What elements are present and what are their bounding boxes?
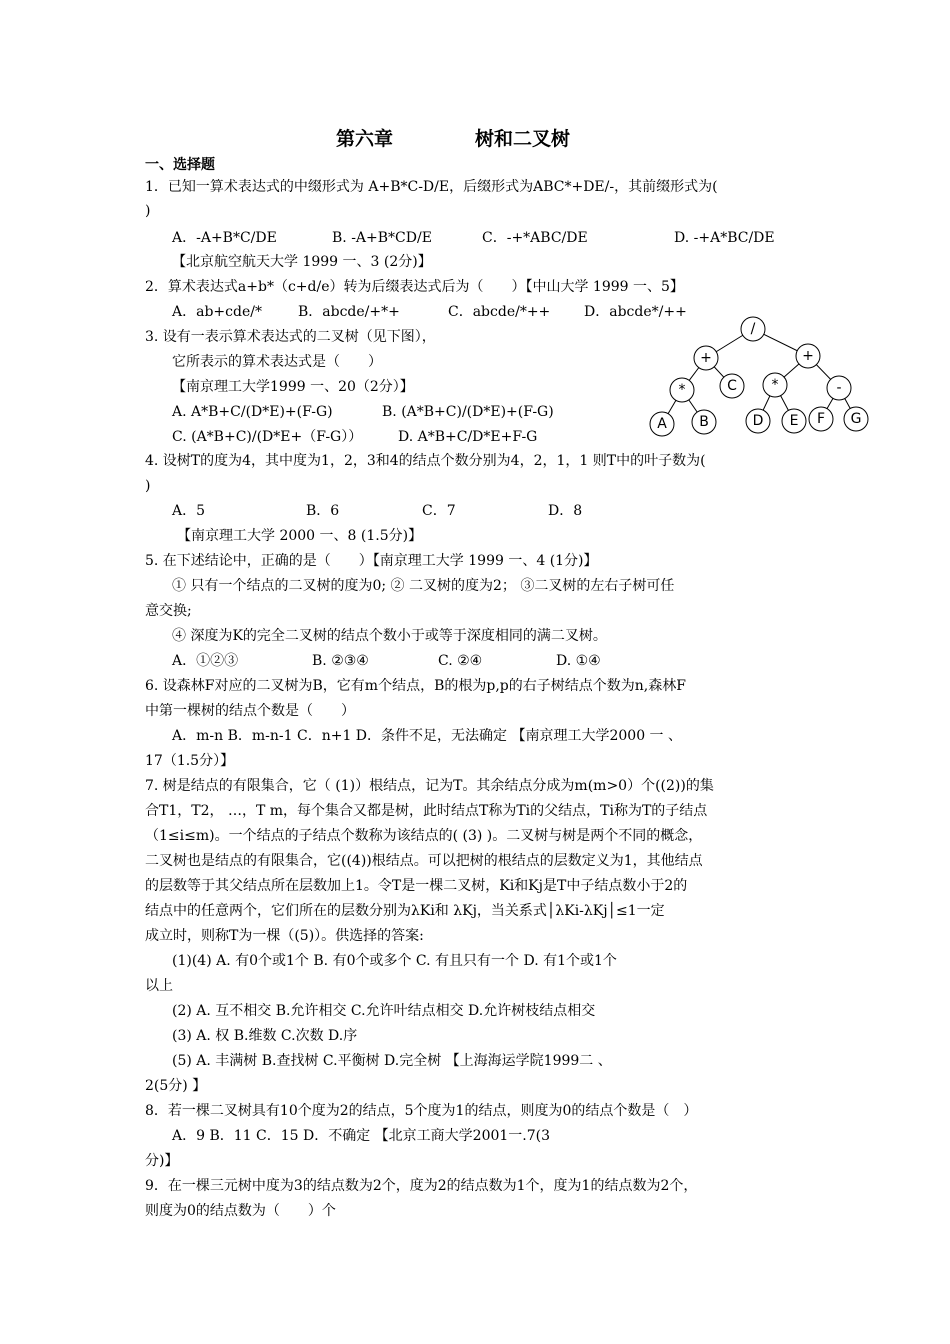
q7-line: 结点中的任意两个，它们所在的层数分别为λKi和 λKj，当关系式│λKi-λKj│≤1一定 xyxy=(145,903,665,919)
q3-source: 【南京理工大学1999 一、20（2分）】 xyxy=(172,379,414,395)
chapter-number: 第六章 xyxy=(335,128,393,150)
q3-options-ab xyxy=(172,403,554,421)
page-title xyxy=(0,124,906,151)
q1-option-b: B. -A+B*CD/E xyxy=(332,230,432,246)
q8-options: A．9 B．11 C．15 D．不确定 【北京工商大学2001一.7(3 xyxy=(172,1128,551,1144)
q3-option-c: C. (A*B+C)/(D*E+（F-G）） xyxy=(172,429,363,445)
q5-statement-1-cont: 意交换; xyxy=(145,603,192,619)
tree-node xyxy=(746,409,770,433)
tree-node xyxy=(720,374,744,398)
q4-stem: 4. 设树T的度为4，其中度为1，2，3和4的结点个数分别为4，2，1，1 则T中的叶子数为( xyxy=(145,453,706,469)
q3-option-d: D. A*B+C/D*E+F-G xyxy=(398,429,538,445)
q1-stem-cont: ) xyxy=(145,203,151,219)
tree-node-label: * xyxy=(771,377,779,393)
q7-answers-3: (3) A. 权 B.维数 C.次数 D.序 xyxy=(172,1028,358,1044)
tree-node xyxy=(782,409,806,433)
tree-node-label: C xyxy=(727,378,737,394)
q5-option-a: A．①②③ xyxy=(172,653,239,669)
q5-option-d: D. ①④ xyxy=(556,653,601,669)
q7-answers-1-4: (1)(4) A. 有0个或1个 B. 有0个或多个 C. 有且只有一个 D. 有1个或1个 xyxy=(172,953,617,969)
q7-answers-1-4-cont: 以上 xyxy=(145,978,173,994)
q2-option-d: D．abcde*/++ xyxy=(584,304,687,320)
q1-option-c: C．-+*ABC/DE xyxy=(482,230,588,246)
q1-option-a: A．-A+B*C/DE xyxy=(172,230,277,246)
q4-source: 【南京理工大学 2000 一、8 (1.5分)】 xyxy=(177,528,423,544)
expression-tree-diagram xyxy=(640,312,870,442)
tree-node xyxy=(692,410,716,434)
q7-line: 7. 树是结点的有限集合，它（ (1)）根结点，记为T。其余结点分成为m(m>0）个((2))的集 xyxy=(145,778,714,794)
q4-option-a: A．5 xyxy=(172,503,206,519)
q4-options xyxy=(172,502,582,520)
tree-node-label: G xyxy=(850,411,862,427)
q1-stem: 1．已知一算术表达式的中缀形式为 A+B*C-D/E，后缀形式为ABC*+DE/-，其前缀形式为( xyxy=(145,179,718,195)
q7-line: 合T1，T2， …，T m，每个集合又都是树，此时结点T称为Ti的父结点，Ti称为T的子结点 xyxy=(145,803,708,819)
q7-answers-5: (5) A. 丰满树 B.查找树 C.平衡树 D.完全树 【上海海运学院1999二 、 xyxy=(172,1053,612,1069)
q6-options: A．m-n B．m-n-1 C．n+1 D．条件不足，无法确定 【南京理工大学2000 一 、 xyxy=(172,728,683,744)
q5-option-c: C. ②④ xyxy=(438,653,483,669)
section-heading: 一、选择题 xyxy=(145,157,215,173)
tree-node-label: + xyxy=(802,348,814,364)
tree-node-label: + xyxy=(700,350,712,366)
tree-node-label: - xyxy=(836,380,842,396)
q2-stem: 2．算术表达式a+b*（c+d/e）转为后缀表达式后为（ ）【中山大学 1999 一、5】 xyxy=(145,279,684,295)
q1-source: 【北京航空航天大学 1999 一、3 (2分)】 xyxy=(172,254,432,270)
tree-node xyxy=(670,378,694,402)
q9-stem-cont: 则度为0的结点数为（ ）个 xyxy=(145,1203,336,1219)
tree-node xyxy=(796,344,820,368)
q8-source: 分)】 xyxy=(145,1153,179,1169)
q4-option-b: B．6 xyxy=(306,503,340,519)
tree-node-label: * xyxy=(678,382,686,398)
chapter-name: 树和二叉树 xyxy=(475,128,571,150)
tree-node-label: D xyxy=(752,413,764,429)
q1-option-d: D. -+A*BC/DE xyxy=(674,230,775,246)
tree-node xyxy=(650,412,674,436)
tree-node xyxy=(827,376,851,400)
q4-option-d: D．8 xyxy=(548,503,583,519)
tree-node-root xyxy=(741,317,765,341)
q2-option-b: B．abcde/+*+ xyxy=(298,304,400,320)
q5-options xyxy=(172,652,601,670)
q7-source: 2(5分) 】 xyxy=(145,1078,207,1094)
q2-option-a: A．ab+cde/* xyxy=(172,304,262,320)
q3-option-b: B. (A*B+C)/(D*E)+(F-G) xyxy=(382,404,554,420)
q6-stem-cont: 中第一棵树的结点个数是（ ） xyxy=(145,703,355,719)
tree-node xyxy=(844,407,868,431)
q3-stem: 3. 设有一表示算术表达式的二叉树（见下图）， xyxy=(145,329,436,345)
q8-stem: 8．若一棵二叉树具有10个度为2的结点，5个度为1的结点，则度为0的结点个数是（ ） xyxy=(145,1103,698,1119)
q4-stem-cont: ) xyxy=(145,478,151,494)
q1-options xyxy=(172,229,775,247)
q7-answers-2: (2) A. 互不相交 B.允许相交 C.允许叶结点相交 D.允许树枝结点相交 xyxy=(172,1003,596,1019)
q5-option-b: B. ②③④ xyxy=(312,653,369,669)
q2-option-c: C．abcde/*++ xyxy=(448,304,551,320)
q5-statement-4: ④ 深度为K的完全二叉树的结点个数小于或等于深度相同的满二叉树。 xyxy=(172,628,607,644)
q4-option-c: C．7 xyxy=(422,503,456,519)
q3-options-cd xyxy=(172,428,537,446)
q7-line: 成立时，则称T为一棵（(5)）。供选择的答案: xyxy=(145,928,424,944)
q5-statement-1: ① 只有一个结点的二叉树的度为0; ② 二叉树的度为2； ③二叉树的左右子树可任 xyxy=(172,578,675,594)
q2-options xyxy=(172,303,687,321)
tree-node-label: E xyxy=(789,413,799,429)
q7-line: 的层数等于其父结点所在层数加上1。令T是一棵二叉树，Ki和Kj是T中子结点数小于2的 xyxy=(145,878,688,894)
q6-stem: 6. 设森林F对应的二叉树为B，它有m个结点，B的根为p,p的右子树结点个数为n,森林F xyxy=(145,678,686,694)
q5-stem: 5. 在下述结论中，正确的是（ ）【南京理工大学 1999 一、4 (1分)】 xyxy=(145,553,598,569)
tree-node-label: A xyxy=(657,416,667,432)
q9-stem: 9．在一棵三元树中度为3的结点数为2个，度为2的结点数为1个，度为1的结点数为2个， xyxy=(145,1178,698,1194)
tree-node xyxy=(694,346,718,370)
tree-node-label: / xyxy=(750,321,756,337)
tree-node-label: B xyxy=(699,414,709,430)
q7-line: （1≤i≤m)。一个结点的子结点个数称为该结点的( (3) )。二叉树与树是两个不同的概念， xyxy=(145,828,703,844)
q6-source: 17（1.5分）】 xyxy=(145,753,235,769)
tree-node xyxy=(809,407,833,431)
q7-line: 二叉树也是结点的有限集合，它((4))根结点。可以把树的根结点的层数定义为1，其他结点 xyxy=(145,853,703,869)
q3-stem-cont: 它所表示的算术表达式是（ ） xyxy=(172,354,382,370)
tree-node-label: F xyxy=(816,411,826,427)
tree-node xyxy=(763,373,787,397)
q3-option-a: A. A*B+C/(D*E)+(F-G) xyxy=(172,404,333,420)
